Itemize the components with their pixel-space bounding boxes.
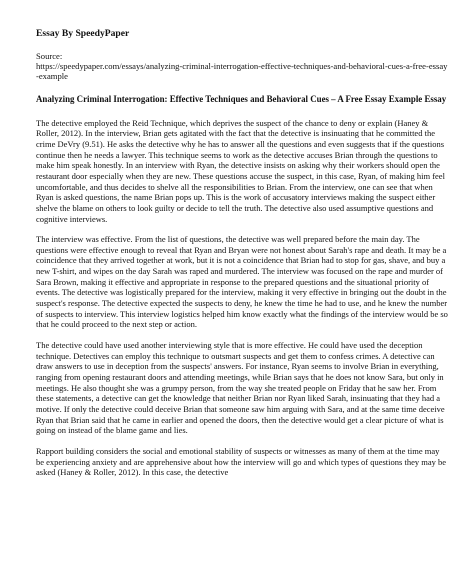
- paragraph-3: The detective could have used another interviewing style that is more effective. He could have used the deception technique. Detectives can employ this technique to outsmart suspects and get them to confess crimes. A detective can draw answers to use in deception from the suspects' answers. For instance, Ryan seems to involve Brian in everything, ranging from opening restaurant doors and attending meetings, while Brian says that he does not know Sara, but only in meetings. He also thought she was a grumpy person, from the way she treated people on Friday that he saw her. From these statements, a detective can get the knowledge that neither Brian nor Ryan liked Sarah, insinuating that they had a motive. If only the detective could deceive Brian that someone saw him arguing with Sara, and at the same time deceive Ryan that Brian said that he came in earlier and opened the doors, then the detective would get a clear picture of what is going on instead of the blame game and lies.: [36, 340, 445, 436]
- page-content: [36, 28, 449, 488]
- paragraph-1: The detective employed the Reid Technique, which deprives the suspect of the chance to deny or explain (Haney & Roller, 2012). In the interview, Brian gets agitated with the fact that the detective is insinuating that he committed the crime DeVry (9.51). He asks the detective why he has to answer all the questions and even suggests that if the questions continue then he needs a lawyer. This technique seems to work as the detective accuses Brian through the questions to make him speak honestly. In an interview with Ryan, the detective insists on asking why their workers should open the restaurant door especially when they are new. These questions accuse the suspect, in this case, Ryan, of making him feel uncomfortable, and thus decides to shelve all the responsibilities to Brian. From the interview, one can see that when Ryan is asked questions, the name Brian pops up. This is the work of accusatory interviews making the suspect either shelve the blame on others to look guilty or decide to tell the truth. The detective also used assumptive questions and cognitive interviews.: [36, 117, 445, 224]
- paragraph-4: Rapport building considers the social and emotional stability of suspects or witnesses as many of them at the time may be experiencing anxiety and are apprehensive about how the interview will go and which types of questions they may be asked (Haney & Roller, 2012). In this case, the detective: [36, 445, 447, 478]
- source-url: https://speedypaper.com/essays/analyzing-criminal-interrogation-effective-techniques-and-behavioral-cues-a-free-essay-example: [36, 61, 448, 82]
- essay-title: Analyzing Criminal Interrogation: Effective Techniques and Behavioral Cues – A Free Essay Example Essay: [36, 93, 447, 104]
- source-label: Source:: [36, 51, 63, 61]
- brand-heading: Essay By SpeedyPaper: [36, 28, 130, 39]
- paragraph-2: The interview was effective. From the list of questions, the detective was well prepared before the main day. The questions were effective enough to reveal that Ryan and Bryan were not honest about Sarah's rape and death. It may be a coincidence that they arrived together at work, but it is not a coincidence that Brian had to stop for gas, shave, and buy a new T-shirt, and wipes on the day Sarah was raped and murdered. The interview was focused on the rape and murder of Sara Brown, making it effective and appropriate in response to the prepared questions and the situational priority of events. The detective was logistically prepared for the interview, making it very effective in bringing out the doubt in the suspect's response. The detective expected the suspects to deny, he knew the time he had to use, and he knew the number of suspects to interview. This interview logistics helped him know exactly what the findings of the interview would be so that he could proceed to the next step or action.: [36, 234, 448, 330]
